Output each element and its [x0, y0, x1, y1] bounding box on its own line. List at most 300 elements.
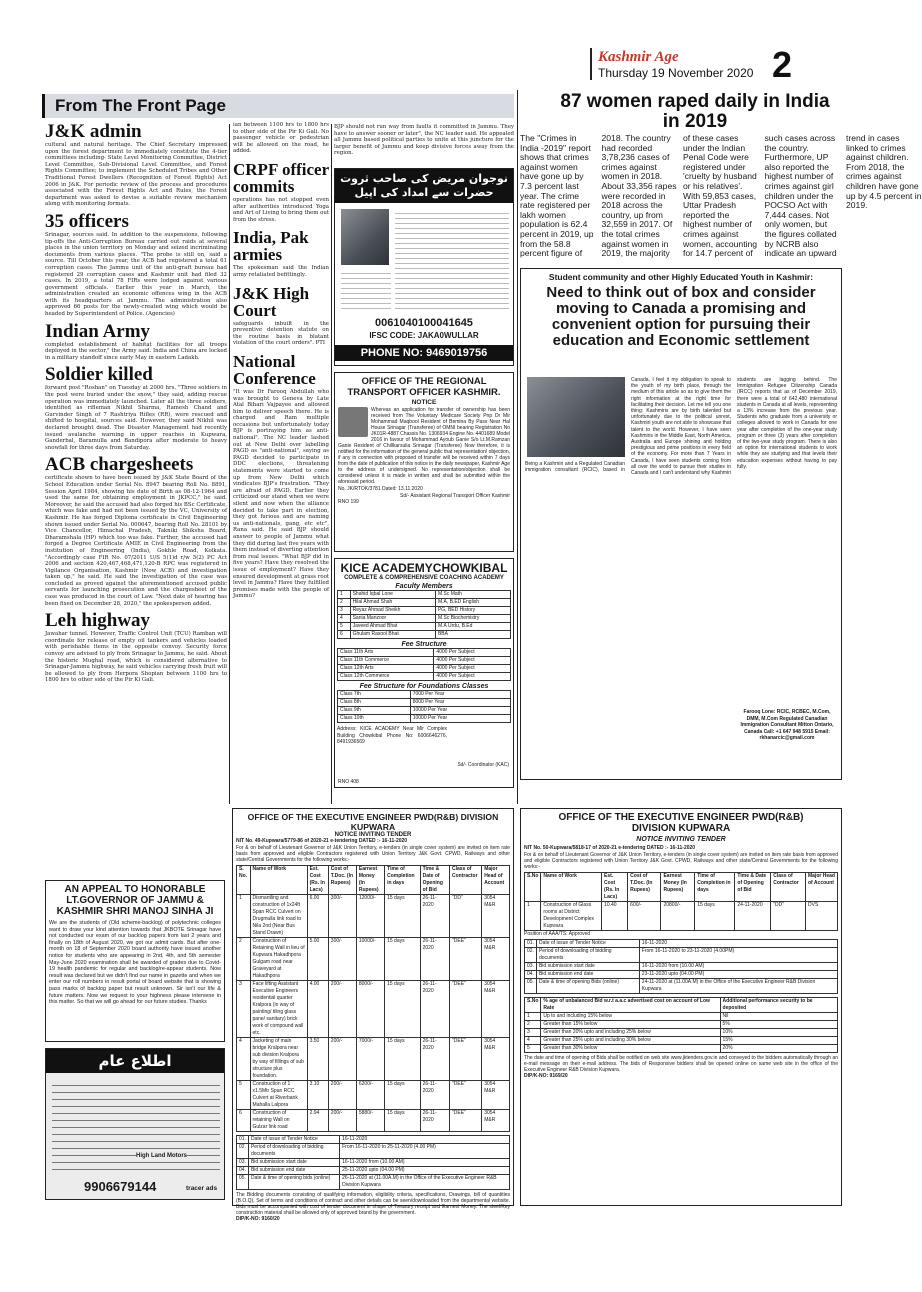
story-body: cultural and natural heritage. The Chief Secretary impressed upon the forest department to immediately constitute the 4-tier committees including- State Level Monitoring Committee, District Level Committee, Sub-Divisional Level Committee, and Forest Rights Committee; to implement the Scheduled Tribes and Other Traditional Forest Dwellers (Recognition of Forest Rights) Act 2006 in J&K. For periodic review of the process and procedures associated with the Forest Rights Act and Rules, the Forest department was asked to devise a suitable review mechanism along with monitoring formats. — [45, 142, 227, 208]
urdu-ad-tag: tracer ads — [186, 1185, 218, 1192]
pwd-left-works-table — [236, 865, 510, 1132]
column-header: S. No. — [237, 865, 251, 894]
masthead — [590, 44, 840, 85]
table-row — [237, 894, 510, 937]
masthead-date: Thursday 19 November 2020 — [598, 66, 754, 80]
table-cell: "DEE" — [449, 937, 481, 980]
table-row — [338, 631, 511, 639]
rape-body: The "Crimes in India -2019" report shows that crimes against women have gone up by 7.3 percent last year. The crime rate registered per lakh women population is 62.4 percent in 2019, up from the 58.8 percent figure of 2018. The country had recorded 3,78,236 cases of crimes against women in 2018. About 33,356 rapes were recorded in 2018 across the country, up from 32,559 in 2017. Of the total crimes against women in 2019, the majority of these cases under the Indian Penal Code were registered under 'cruelty by husband or his relatives'. With 59,853 cases, Uttar Pradesh reported the highest number of crimes against women, accounting for 14.7 percent of such cases across the country. Furthermore, UP also reported the highest number of crimes against girl children under the POCSO Act with 7,444 cases. Not only women, but the figures collated by NCRB also indicate an upward trend in cases linked to crimes against children. From 2018, the crimes against children have gone up by 4.5 percent in 2019. — [520, 133, 922, 259]
table-cell: Face lifting Assistant Executive Engineers residential quarter Kralpora (in way of painting/ tiling glass pane/ sanitary) brick work of compound wall etc. — [250, 980, 307, 1037]
table-cell: 03. — [525, 963, 537, 971]
story-headline: ACB chargesheets — [45, 454, 194, 476]
table-cell: 05. — [237, 1174, 249, 1189]
table-cell: 4000 Per Subject — [434, 673, 511, 681]
story-body: ian between 1100 hrs to 1800 hrs to other side of the Pir Ki Gali. No passenger vehicle or pedestrian will be allowed on the road, he added. — [233, 122, 329, 155]
table-cell: 05. — [525, 979, 537, 994]
table-cell: 26-11-2020 — [420, 894, 449, 937]
table-cell: 16-11-2020 from (10.00 AM) — [340, 1158, 510, 1166]
table-cell: 02. — [237, 1143, 249, 1158]
urdu-appeal-ad — [334, 168, 514, 366]
table-cell: Class 7th — [338, 691, 411, 699]
table-cell: 5% — [720, 1021, 837, 1029]
story-body: completed establishment of habitat facilities for all troops deployed in the sector," the Army said. India and China are locked in a military standoff since early May in eastern Ladakh. — [45, 341, 227, 361]
column-rule — [229, 124, 230, 804]
table-row — [525, 1037, 838, 1045]
table-cell: "DD" — [771, 901, 806, 930]
table-row — [525, 940, 838, 948]
rto-title: OFFICE OF THE REGIONAL TRANSPORT OFFICER KASHMIR. — [347, 376, 501, 398]
column-header: Additional performance security to be deposited — [720, 998, 837, 1013]
table-cell: 200/- — [328, 1037, 356, 1080]
table-row — [525, 1045, 838, 1053]
table-row — [338, 599, 511, 607]
table-cell: BBA — [435, 631, 510, 639]
table-cell: 6 — [338, 631, 351, 639]
table-cell: From 16-11-2020 to 25-11-2020 (4.00 PM) — [340, 1143, 510, 1158]
foundation-table — [337, 690, 511, 723]
table-cell: 15 days — [385, 1109, 420, 1131]
table-cell: M.Sc Math — [435, 591, 510, 599]
dealer-name: High Land Motors — [136, 1153, 187, 1159]
table-cell: 1 — [237, 894, 251, 937]
fee-table — [337, 648, 511, 681]
appeal-body: We are the students of (Old scheme-backlog) of polytechnic colleges want to draw your kind attention towards that JKBOTE Srinagar have not conducted our exam of our backlog papers from last 2 years and finally on 18th of August 2020, we got our admit cards. But after one-month on 18 of September 2020 board authority have issued another notice for students who are appearing in 2nd, 4th, and 5th semester May-June 2020 examination shall be awarded of grades due to Covid-19 health pandemic for regular and backlog/re-appear students. Now result was declared but we didn't find our name in gazette and when we enter our roll numbers in result portal of board website that is showing pass marks of backlog paper but result unknown. Sir isn't our life & future matters. Now we request to your highness please intervene in this matter. So that we will go ahead for our future studies. Thanks — [49, 920, 221, 1006]
rto-emblem — [338, 407, 368, 437]
table-cell: 16-11-2020 from (10.00 AM) — [639, 963, 837, 971]
table-cell: Class 12th Commerce — [338, 673, 434, 681]
table-cell: 6 — [237, 1109, 251, 1131]
pwd-right-works-table — [524, 872, 838, 931]
table-row — [338, 607, 511, 615]
table-cell: 26-11-2020 — [420, 1080, 449, 1109]
table-cell: Class 11th Commerce — [338, 657, 434, 665]
section-title: From The Front Page — [55, 96, 226, 115]
table-cell: 26-11-2020 at (11.00A.M) in the Office of the Executive Engineer R&B Division Kupwara — [340, 1174, 510, 1189]
table-cell: Class 12th Arts — [338, 665, 434, 673]
table-cell: 10% — [720, 1029, 837, 1037]
table-row — [525, 971, 838, 979]
table-cell: 20% — [720, 1045, 837, 1053]
story-body: certificate shown to have been issued by J&K State Board of the School Education under Serial No. 8947 bearing Roll No. 8891, Session April 1984, showing his date of Birth as 08-12-1964 and used the same for obtaining employment in JKPCC," he said. Moreover, he said the accused had also forged his BSc Certificate, which was fake and had not been issued by the VC, University of Kashmir. He has forged Diploma certificate in Civil Engineering shown issued under Serial No. 000647, bearing Roll No. 28101 by Vice Chancellor, Himachal Pradesh, Takniki Shiksha Board, Dharamshala (HP) which too was fake. Further, the accused had forged a Degree Certificate AMIE in Civil Engineering from the institution of Engineering (India), Gokhle Road, Kolkata. "Accordingly case FIR No. 07/2011 U/S 5(1)d r/w 5(2) PC Act 2006 and section 420,467,468,471,120-B RPC was registered in Vigilance Organisation, Kashmir (Now ACB) and investigation taken up," he said. He said the investigation of the case was concluded as proved against the aforementioned accused public servants for launching prosecution and the chargesheet of the case was produced in the court of Law. "Next date of hearing has been fixed on December 28, 2020," the spokesperson added. — [45, 475, 227, 607]
table-cell: Period of downloading of bidding documents — [248, 1143, 339, 1158]
table-cell: 2 — [525, 1021, 541, 1029]
column-header: Name of Work — [250, 865, 307, 894]
table-cell: 3.10 — [307, 1080, 328, 1109]
table-cell: From 16-11-2020 to 23-11-2020 (4.00PM) — [639, 948, 837, 963]
table-cell: 200/- — [328, 1080, 356, 1109]
table-cell: 3 — [525, 1029, 541, 1037]
urdu-ad-phone: 9906679144 — [84, 1179, 157, 1194]
table-cell: 15 days — [385, 980, 420, 1037]
column-header: Class of Contractor — [449, 865, 481, 894]
table-row — [338, 591, 511, 599]
story-body: operations has not stopped even after authorities introduced Yoga and Art of Living to bring them out from the stress. — [233, 196, 329, 223]
story-body: "It was Dr Farooq Abdullah who was brought to Geneva by Late Atal Bihari Vajpayee and allowed him to deliver speech there. He is charged and Ram multiple occasions but unfortunately today BJP is portraying him as anti-national". The NC leader lashed out at New Delhi over labelling PAGD as "anti-national", saying as PAGD decided to participate in DDC elections, threatening statements were started to come up from New Delhi which vindicates BJP's frustration. "They are afraid of PAGD. Earlier they criticized our stand when we were silent and now when the alliance decided to take part in election, they got furious and are naming us anti-nationals, gang, etc etc", Rana said. He said BJP should answer to people of Jammu what they did during last five years with them instead of diverting attention from real issues. "What BJP did in five years? Have they resolved the issue of employment? Have they ensured development at grass root level in Jammu? Have they fulfilled promises made with the people of Jammu? — [233, 388, 329, 600]
table-row — [525, 1021, 838, 1029]
kice-rno: RNO 408 — [338, 779, 359, 785]
table-cell: 5 — [237, 1080, 251, 1109]
appeal-box — [45, 880, 225, 1042]
pwd-left-intro: For & on behalf of Lieutenant Governor of J&K Union Territory, e-tenders (in single cover system) are invited on item rate basis from approved and eligible Contractors registered with Union Territory J&K Govt. CPWD, Railways and other state/Central Governments for the following works:- — [236, 844, 510, 863]
table-row — [525, 963, 838, 971]
table-row — [525, 948, 838, 963]
table-cell: Sania Manzoor — [350, 615, 435, 623]
table-cell: 16-11-2020 — [340, 1135, 510, 1143]
kice-signed: Sd/- Coordinator (KAC) — [457, 762, 509, 768]
story-headline: J&K admin — [45, 121, 142, 142]
story-body: Srinagar, sources said. In addition to the suspensions, following tip-offs the Anti-Corruption Bureau carried out raids at several places in the union territory on Monday and seized incriminating documents from various places. "The probe is still on, said a source. Till October this year, the ACB had registered a total 61 corruption cases. The Jammu unit of the anti-graft bureau had registered 29 corruption cases and Kashmir unit had filed 32 cases. In 2019, a total 78 FIRs were lodged against various government officials. Earlier this year in March, the administration created an economic offences wing in the ACB with its headquarters at Jammu. The administration also approved 66 posts for the newly-created wing which would be headed by Superintendent of Police. (Agencies) — [45, 231, 227, 318]
story — [45, 611, 227, 684]
table-cell: 24-11-2020 — [735, 901, 771, 930]
table-cell: 10000 Per Year — [410, 715, 510, 723]
table-cell: Bid submission start date — [536, 963, 639, 971]
pwd-right-intro: For & on behalf of Lieutenant Governor of J&K Union Territory, e-tenders (in single cover system) are invited on item rate basis from approved and eligible Contractors registered with Union Territory J&K Govt. CPWD, Railways and other state/Central Governments for the following works:- — [524, 851, 838, 870]
pwd-left-footer: The Bidding documents consisting of qualifying information, eligibility criteria, specifications, Drawings, bill of quantities (B.O.Q), Set of terms and conditions of contract and other details can be seen/downloaded from the departmental website. Bids must be accompanied with cost of tender document in shape of Treasury receipt and Earnest Money. The steel/Key construction material shall be allowed only of approved brand by the government. — [236, 1191, 510, 1216]
table-cell: 15 days — [385, 937, 420, 980]
table-cell: 300/- — [328, 937, 356, 980]
table-cell: 4.00 — [307, 980, 328, 1037]
appeal-title: AN APPEAL TO HONORABLE LT.GOVERNOR OF JAMMU & KASHMIR SHRI MANOJ SINHA JI — [56, 884, 214, 917]
story — [45, 322, 227, 362]
pwd-tender-right — [520, 808, 842, 1206]
table-cell: 15% — [720, 1037, 837, 1045]
table-cell: 7000/- — [356, 1037, 384, 1080]
table-cell: Date of issue of Tender Notice — [248, 1135, 339, 1143]
table-cell: 02. — [525, 948, 537, 963]
table-cell: 4 — [237, 1037, 251, 1080]
table-cell: 26-11-2020 — [420, 937, 449, 980]
pwd-left-subtitle: NOTICE INVITING TENDER — [334, 832, 412, 838]
table-cell: Greater than 20% upto and including 25% below — [541, 1029, 720, 1037]
story — [45, 455, 227, 607]
account-number: 0061040100041645 — [375, 317, 473, 329]
table-cell: 200/- — [328, 980, 356, 1037]
table-cell: 15 days — [385, 1080, 420, 1109]
table-cell: 1 — [525, 901, 541, 930]
table-row — [338, 649, 511, 657]
table-cell: Class 10th — [338, 715, 411, 723]
column-header: Est. Cost (Rs. In Lacs) — [602, 872, 628, 901]
table-cell: DVS — [806, 901, 838, 930]
table-cell: 2 — [237, 937, 251, 980]
rto-signed: Sd/- Assistant Regional Transport Officer Kashmir — [400, 492, 510, 499]
table-cell: 1 — [525, 1013, 541, 1021]
pwd-left-schedule-table — [236, 1135, 510, 1190]
story — [45, 365, 227, 451]
table-row — [338, 623, 511, 631]
table-cell: 5.00 — [307, 937, 328, 980]
consultant-photo — [527, 377, 625, 457]
table-row — [237, 1174, 510, 1189]
table-cell: 3054 M&R — [482, 894, 510, 937]
table-cell: M.A, B.ED English — [435, 599, 510, 607]
table-cell: Class 9th — [338, 707, 411, 715]
phone-number: PHONE NO: 9469019756 — [335, 345, 513, 361]
table-cell: 5 — [338, 623, 351, 631]
table-row — [237, 980, 510, 1037]
story-body: BJP should not run way from faults it committed in Jammu. They have to answer sooner or later", the NC leader said. He appealed all Jammu based political parties to unite at this juncture for the larger benefit of Jammu and keep divisive forces away from the region. — [334, 124, 514, 157]
pwd-right-schedule-table — [524, 939, 838, 994]
canada-body: Being a Kashmiri and a Regulated Canadian immigration consultant (RCIC), based in Canada, I feel it my obligation to speak to the youth of my birth place, through the medium of this article so as to give them the right information at the right time for facilitating their decision. Let me tell you one thing: Kashmiris are by birth talented but unfortunately due to the political unrest, Kashmiri youth are not able to showcase that talent to the world. However, I have seen Kashmiris in the Middle East, North America, Australia and Europe shining and holding prestigious and prime positions in every field of the economy. For more than 7 Years in Canada, I have seen students coming from all over the world to pursue their studies in Canada and I can't understand why Kashmiri students are lagging behind. The Immigration Refugee Citizenship Canada (IRCC) reports that as of December 2019, there were a total of 642,480 international students in Canada at all levels, representing a 13% increase from the previous year. Students who graduate from a university or colleges allowed to work in Canada for one year after completion of the one-year study program or three (3) years after completion of the two-year study program. There is also an option for international students to work while they are studying and that levels their education expenses without having to pay fully. — [525, 377, 837, 477]
table-cell: Javeed Ahmad Bhat — [350, 623, 435, 631]
page-number: 2 — [772, 44, 793, 85]
table-cell: Construction of 1 x1.5Mtr Span RCC Culvert at Riverbank Mahalla Lalpora — [250, 1080, 307, 1109]
table-cell: Date & time of opening Bids (online) — [536, 979, 639, 994]
table-cell: 04. — [237, 1166, 249, 1174]
table-cell: 300/- — [328, 894, 356, 937]
table-row — [237, 937, 510, 980]
table-cell: 4 — [338, 615, 351, 623]
table-cell: 5880/- — [356, 1109, 384, 1131]
pwd-right-title: OFFICE OF THE EXECUTIVE ENGINEER PWD(R&B) DIVISION KUPWARA — [558, 812, 804, 834]
column-header: Est. Cost (Rs. In Lacs) — [307, 865, 328, 894]
table-cell: Greater than 30% below — [541, 1045, 720, 1053]
canada-kicker: Student community and other Highly Educated Youth in Kashmir: — [548, 272, 814, 282]
kice-fee-heading: Fee Structure — [401, 641, 447, 648]
story-body: safeguards inbuilt in the preventive detention statute on the routine basis in blatant violation of the court orders". PTI — [233, 320, 329, 347]
table-row — [237, 1109, 510, 1131]
story-headline: 35 officers — [45, 210, 129, 232]
faculty-table — [337, 590, 511, 639]
table-cell: Nil — [720, 1013, 837, 1021]
table-cell: M.Sc Biochemistry — [435, 615, 510, 623]
table-row — [338, 707, 511, 715]
table-cell: 26-11-2020 — [420, 1109, 449, 1131]
table-cell: 01. — [237, 1135, 249, 1143]
rto-label: NOTICE — [411, 399, 437, 406]
left-column — [45, 122, 227, 862]
pwd-right-position: Position of AAA/TS: Approved — [524, 930, 591, 937]
story-headline: India, Pak armies — [233, 228, 309, 265]
story-headline: CRPF officer commits — [233, 159, 329, 196]
table-cell: 01. — [525, 940, 537, 948]
column-header: Major Head of Account — [482, 865, 510, 894]
table-cell: 1 — [338, 591, 351, 599]
pwd-left-ref: NIT No. 49-Kupwara/5779-86 of 2020-21 e-tendering DATED :- 16-11-2020 — [236, 838, 408, 844]
table-cell: 03. — [237, 1158, 249, 1166]
table-cell: 3.50 — [307, 1037, 328, 1080]
table-row — [237, 1080, 510, 1109]
table-cell: 25-11-2020 upto (04.00 PM) — [340, 1166, 510, 1174]
table-header-row — [237, 865, 510, 894]
table-row — [338, 615, 511, 623]
story — [45, 212, 227, 318]
table-cell: 15 days — [385, 1037, 420, 1080]
table-cell: 6200/- — [356, 1080, 384, 1109]
rto-ref: No. JK/RTOK/3781 Dated: 13.11.2020 — [338, 486, 423, 492]
story-body: The spokesman said the Indian army retaliated befittingly. — [233, 265, 329, 278]
table-cell: Dismantling and construction of 1x24ft Span RCC Culvert on Drugmulla link road to Nila 2nd (Near Bus Stand Drawn) — [250, 894, 307, 937]
table-cell: Bid submission end date — [248, 1166, 339, 1174]
table-row — [525, 1013, 838, 1021]
table-row — [338, 715, 511, 723]
table-cell: Bid submission end date — [536, 971, 639, 979]
table-cell: 4 — [525, 1037, 541, 1045]
column-header: S.No — [525, 998, 541, 1013]
kice-title: KICE ACADEMYCHOWKIBAL — [340, 561, 508, 575]
urdu-ad — [45, 1048, 225, 1200]
table-cell: 8000 Per Year — [410, 699, 510, 707]
canada-contact: Farooq Lone: RCIC, RCBEC, M.Com, DMM, M.Com Regulated Canadian Immigration Consultant Mitton Ontario, Canada Call: +1 647 948 5915 Email: rkhanarcic@gmail.com — [740, 709, 834, 742]
kice-ad — [334, 558, 514, 788]
table-cell: 26-11-2020 — [420, 1037, 449, 1080]
table-row — [338, 665, 511, 673]
table-cell: 3 — [237, 980, 251, 1037]
table-row — [338, 691, 511, 699]
table-row — [237, 1135, 510, 1143]
pwd-left-dipk: DIP/K-NO: 9160/20 — [236, 1215, 280, 1222]
story-headline: J&K High Court — [233, 283, 310, 320]
ifsc-code: IFSC CODE: JAKA0WULLAR — [369, 331, 479, 340]
table-cell: 3054 M&R — [482, 980, 510, 1037]
column-header: Time & Date of Opening of Bid — [735, 872, 771, 901]
urdu-appeal-text — [395, 209, 509, 309]
pwd-right-dipk: DIP/K-NO: 9169/20 — [524, 1073, 568, 1080]
table-cell: 26-11-2020 — [420, 980, 449, 1037]
urdu-ad-title: اطلاع عام — [46, 1049, 224, 1073]
pwd-right-ref: NIT No. 50-Kupwara/5818-17 of 2020-21 e-tendering DATED :- 16-11-2020 — [524, 845, 696, 851]
kice-faculty-heading: Faculty Members — [395, 583, 453, 590]
table-cell: 20800/- — [661, 901, 695, 930]
table-cell: Construction of retaining Wall on Gulzar link road — [250, 1109, 307, 1131]
pwd-left-title: OFFICE OF THE EXECUTIVE ENGINEER PWD(R&B) DIVISION KUPWARA — [247, 812, 499, 832]
table-cell: 3054 M&R — [482, 1080, 510, 1109]
kice-foundation-heading: Fee Structure for Foundations Classes — [359, 683, 489, 690]
table-row — [525, 979, 838, 994]
table-cell: 3 — [338, 607, 351, 615]
table-row — [237, 1143, 510, 1158]
table-cell: Shahid Iqbal Lone — [350, 591, 435, 599]
table-row — [525, 901, 838, 930]
table-cell: 4000 Per Subject — [434, 657, 511, 665]
rto-body: Whereas an application for transfer of ownership has been received from The Voluntary Medicare Society Pnp Dr Mir Mohammad Maqbool Resident of Bemina By Pass Near Hal House Srinagar (Transferee) of OMNI bearing Registration No JK01R-4887 Chassis No. 1306934 Engine No. 4401689 Model 2016 in favour of Mohammad Ayoub Ganie S/o Lt.M.Ramzan Ganie Resident of Chillkarsulia Srinagar (Transferee) Now therefore, it is notified for the information of the general public that representation/ objection, if any in connection with proposed of transfer will be received within 7 days from the date of publication of this notice in the daily newspaper, Kashmir Age to the address of undersigned. No representation/objection shall be considered unless it is made in written and shall be submitted within the aforesaid period. — [338, 407, 510, 485]
story-headline: Soldier killed — [45, 364, 153, 386]
column-header: Name of Work — [541, 872, 602, 901]
column-header: Time of Completion in days — [385, 865, 420, 894]
column-header: Time & Date of Opening of Bid — [420, 865, 449, 894]
urdu-appeal-title: نوجوان مریض کی صاحب ثروت حضرات سے امداد کی اپیل — [335, 169, 513, 203]
table-cell: 3054 M&R — [482, 1037, 510, 1080]
table-cell: Greater than 15% below — [541, 1021, 720, 1029]
table-cell: M.A Urdu, B.Ed — [435, 623, 510, 631]
column-header: % age of unbalanced Bid w.r.t a.a.c advertised cost on account of Low Rate — [541, 998, 720, 1013]
rto-rno: RNO 199 — [338, 499, 359, 506]
table-row — [237, 1037, 510, 1080]
table-cell: 8000/- — [356, 980, 384, 1037]
table-row — [338, 699, 511, 707]
column-header: Major Head of Account — [806, 872, 838, 901]
pwd-tender-left — [232, 808, 514, 1222]
table-cell: Bid submission start date — [248, 1158, 339, 1166]
rape-body-wrap — [520, 133, 922, 264]
table-cell: 4000 Per Subject — [434, 665, 511, 673]
table-cell: 7000 Per Year — [410, 691, 510, 699]
rto-notice — [334, 372, 514, 552]
story-body: Jawahar tunnel. However, Traffic Control Unit (TCU) Ramban will coordinate for release of empty oil tankers and vehicles loaded with perishable items in the opposite convoy. Security force convoy are advised to ply from Srinagar to Jammu, he said. About the historic Mughal road, which is considered alternative to Srinagar-Jammu highway, he said vehicles carrying fresh fruit will be allowed to ply from Herpora Shopian between 1100 hrs to 1800 hrs to other side of the Pir Ki Gali. — [45, 631, 227, 684]
column-header: Cost of T.Doc. (In Rupees) — [628, 872, 661, 901]
pwd-right-subtitle: NOTICE INVITING TENDER — [636, 836, 726, 843]
table-cell: PG, BED History — [435, 607, 510, 615]
table-cell: Hilal Ahmad Shah — [350, 599, 435, 607]
table-cell: Up to and including 15% below — [541, 1013, 720, 1021]
table-cell: 200/- — [328, 1109, 356, 1131]
table-cell: "DEE" — [449, 1037, 481, 1080]
table-row — [237, 1158, 510, 1166]
table-cell: Ghulam Rasool Bhat — [350, 631, 435, 639]
patient-photo — [341, 209, 389, 265]
table-cell: "DEE" — [449, 1080, 481, 1109]
column-header: S.No — [525, 872, 541, 901]
table-cell: Construction of Retaining Wall in lieu of Kupwara Hakadhpora Gulgam road near Graveyard at Hakadhpora — [250, 937, 307, 980]
table-cell: 10000/- — [356, 937, 384, 980]
story-headline: Indian Army — [45, 320, 151, 342]
table-row — [338, 657, 511, 665]
canada-headline: Need to think out of box and consider moving to Canada a promising and convenient option for pursuing their education and Economic settlement — [546, 284, 816, 349]
table-cell: Reyaz Ahmad Sheikh — [350, 607, 435, 615]
table-cell: 04. — [525, 971, 537, 979]
table-cell: Class 11th Arts — [338, 649, 434, 657]
table-cell: Jacketing of main bridge Kralpora near sub division Kralpora by way of fillings of sub structure plus foundation. — [250, 1037, 307, 1080]
table-cell: 23-11-2020 upto (04.00 PM) — [639, 971, 837, 979]
column-header: Cost of T.Doc. (In Rupees) — [328, 865, 356, 894]
table-cell: Date of issue of Tender Notice — [536, 940, 639, 948]
masthead-brand: Kashmir Age — [598, 49, 679, 65]
table-cell: 10.40 — [602, 901, 628, 930]
kice-address: Address: KICE ACADEMY Near Mir Complex Building Chowkibal Phone No: 6006646276, 8491936569 — [337, 726, 447, 746]
table-cell: Class 8th — [338, 699, 411, 707]
middle-column — [233, 122, 329, 862]
table-cell: "DEE" — [449, 1109, 481, 1131]
pwd-right-rebate-table — [524, 997, 838, 1053]
table-cell: 3054 M&R — [482, 1109, 510, 1131]
column-header: Class of Contractor — [771, 872, 806, 901]
table-cell: Construction of Glass rooms at District Development Complex Kupwara — [541, 901, 602, 930]
table-header-row — [525, 872, 838, 901]
column-header: Earnest Money (In Rupees) — [661, 872, 695, 901]
table-row — [237, 1166, 510, 1174]
table-cell: Greater than 25% upto and including 30% below — [541, 1037, 720, 1045]
column-header: Time of Completion in days — [695, 872, 735, 901]
table-cell: "DD" — [449, 894, 481, 937]
table-cell: 15 days — [695, 901, 735, 930]
urdu-appeal-text — [341, 269, 391, 309]
kice-subtitle: COMPLETE & COMPREHENSIVE COACHING ACADEMY — [344, 575, 504, 581]
table-cell: 24-11-2020 at (11.00A.M) in the Office of the Executive Engineer R&B Division Kupwara — [639, 979, 837, 994]
table-cell: "DEE" — [449, 980, 481, 1037]
table-row — [338, 673, 511, 681]
table-header-row — [525, 998, 838, 1013]
column-rule — [331, 124, 332, 804]
table-row — [525, 1029, 838, 1037]
table-cell: 2.94 — [307, 1109, 328, 1131]
table-cell: Period of downloading of bidding documents — [536, 948, 639, 963]
table-cell: 10000 Per Year — [410, 707, 510, 715]
table-cell: 3054 M&R — [482, 937, 510, 980]
table-cell: 5 — [525, 1045, 541, 1053]
story-headline: Leh highway — [45, 610, 151, 632]
table-cell: 15 days — [385, 894, 420, 937]
pwd-right-footer: The date and time of opening of Bids shall be notified on web site www.jktenders.gov.in and conveyed to the bidders automatically through an e-mail message on their e-mail address. The bids of Responsive bidders shall be opened online on same web site in the office of the Executive Engineer R&B Division Kupwara. — [524, 1055, 838, 1074]
story-headline: National Conference — [233, 351, 316, 388]
rape-headline: 87 women raped daily in India in 2019 — [560, 91, 830, 132]
table-cell: Date & time of opening bids (online) — [248, 1174, 339, 1189]
table-cell: 16-11-2020 — [639, 940, 837, 948]
table-cell: 4000 Per Subject — [434, 649, 511, 657]
table-cell: 600/- — [628, 901, 661, 930]
table-cell: 12000/- — [356, 894, 384, 937]
table-cell: 2 — [338, 599, 351, 607]
column-header: Earnest Money (In Rupees) — [356, 865, 384, 894]
